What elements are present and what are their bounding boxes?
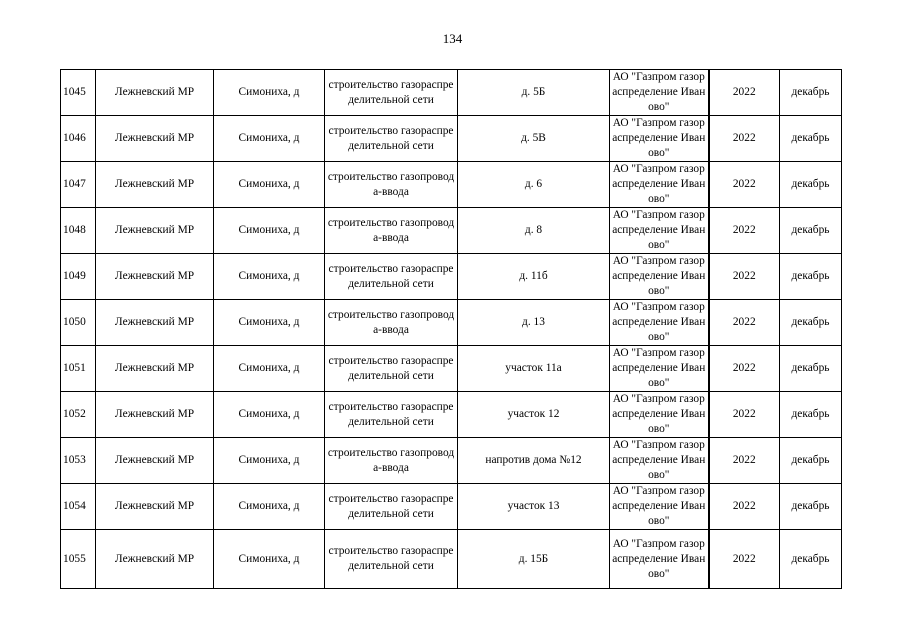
work-type-cell: строительство газораспределительной сети — [325, 484, 458, 530]
locality-cell: Симониха, д — [214, 208, 325, 254]
table-row — [61, 484, 842, 530]
locality-cell: Симониха, д — [214, 438, 325, 484]
table-row — [61, 70, 842, 116]
address-cell: д. 5Б — [458, 70, 610, 116]
year-cell: 2022 — [709, 70, 780, 116]
row-number: 1051 — [61, 346, 96, 392]
year-cell: 2022 — [709, 116, 780, 162]
district-cell: Лежневский МР — [96, 162, 214, 208]
table-row — [61, 438, 842, 484]
district-cell: Лежневский МР — [96, 300, 214, 346]
work-type-cell: строительство газораспределительной сети — [325, 346, 458, 392]
work-type-cell: строительство газораспределительной сети — [325, 254, 458, 300]
work-type-cell: строительство газопровода-ввода — [325, 162, 458, 208]
month-cell: декабрь — [780, 300, 842, 346]
table-row — [61, 346, 842, 392]
locality-cell: Симониха, д — [214, 484, 325, 530]
year-cell: 2022 — [709, 346, 780, 392]
year-cell: 2022 — [709, 254, 780, 300]
table-row — [61, 208, 842, 254]
month-cell: декабрь — [780, 116, 842, 162]
locality-cell: Симониха, д — [214, 300, 325, 346]
owner-cell: АО "Газпром газораспределение Иваново" — [610, 484, 709, 530]
table-row — [61, 116, 842, 162]
year-cell: 2022 — [709, 392, 780, 438]
month-cell: декабрь — [780, 254, 842, 300]
owner-cell: АО "Газпром газораспределение Иваново" — [610, 392, 709, 438]
month-cell: декабрь — [780, 70, 842, 116]
owner-cell: АО "Газпром газораспределение Иваново" — [610, 162, 709, 208]
month-cell: декабрь — [780, 346, 842, 392]
row-number: 1054 — [61, 484, 96, 530]
locality-cell: Симониха, д — [214, 346, 325, 392]
locality-cell: Симониха, д — [214, 116, 325, 162]
row-number: 1049 — [61, 254, 96, 300]
address-cell: участок 13 — [458, 484, 610, 530]
month-cell: декабрь — [780, 484, 842, 530]
owner-cell: АО "Газпром газораспределение Иваново" — [610, 254, 709, 300]
district-cell: Лежневский МР — [96, 70, 214, 116]
month-cell: декабрь — [780, 208, 842, 254]
locality-cell: Симониха, д — [214, 530, 325, 589]
row-number: 1055 — [61, 530, 96, 589]
year-cell: 2022 — [709, 300, 780, 346]
row-number: 1047 — [61, 162, 96, 208]
row-number: 1052 — [61, 392, 96, 438]
district-cell: Лежневский МР — [96, 208, 214, 254]
address-cell: напротив дома №12 — [458, 438, 610, 484]
table-row — [61, 392, 842, 438]
district-cell: Лежневский МР — [96, 116, 214, 162]
owner-cell: АО "Газпром газораспределение Иваново" — [610, 70, 709, 116]
locality-cell: Симониха, д — [214, 162, 325, 208]
address-cell: д. 6 — [458, 162, 610, 208]
table-row — [61, 254, 842, 300]
row-number: 1046 — [61, 116, 96, 162]
work-type-cell: строительство газопровода-ввода — [325, 438, 458, 484]
table-body — [61, 70, 842, 589]
owner-cell: АО "Газпром газораспределение Иваново" — [610, 208, 709, 254]
year-cell: 2022 — [709, 484, 780, 530]
address-cell: д. 13 — [458, 300, 610, 346]
address-cell: участок 12 — [458, 392, 610, 438]
owner-cell: АО "Газпром газораспределение Иваново" — [610, 530, 709, 589]
district-cell: Лежневский МР — [96, 392, 214, 438]
owner-cell: АО "Газпром газораспределение Иваново" — [610, 346, 709, 392]
address-cell: д. 15Б — [458, 530, 610, 589]
page-number: 134 — [442, 31, 463, 46]
work-type-cell: строительство газораспределительной сети — [325, 530, 458, 589]
year-cell: 2022 — [709, 438, 780, 484]
work-type-cell: строительство газораспределительной сети — [325, 70, 458, 116]
table-row — [61, 300, 842, 346]
owner-cell: АО "Газпром газораспределение Иваново" — [610, 116, 709, 162]
work-type-cell: строительство газораспределительной сети — [325, 392, 458, 438]
work-type-cell: строительство газопровода-ввода — [325, 208, 458, 254]
locality-cell: Симониха, д — [214, 392, 325, 438]
owner-cell: АО "Газпром газораспределение Иваново" — [610, 300, 709, 346]
row-number: 1045 — [61, 70, 96, 116]
district-cell: Лежневский МР — [96, 438, 214, 484]
address-cell: д. 11б — [458, 254, 610, 300]
month-cell: декабрь — [780, 392, 842, 438]
address-cell: участок 11а — [458, 346, 610, 392]
locality-cell: Симониха, д — [214, 70, 325, 116]
month-cell: декабрь — [780, 438, 842, 484]
district-cell: Лежневский МР — [96, 530, 214, 589]
year-cell: 2022 — [709, 530, 780, 589]
locality-cell: Симониха, д — [214, 254, 325, 300]
year-cell: 2022 — [709, 162, 780, 208]
owner-cell: АО "Газпром газораспределение Иваново" — [610, 438, 709, 484]
district-cell: Лежневский МР — [96, 254, 214, 300]
row-number: 1053 — [61, 438, 96, 484]
address-cell: д. 8 — [458, 208, 610, 254]
table-row — [61, 162, 842, 208]
work-type-cell: строительство газораспределительной сети — [325, 116, 458, 162]
table-row — [61, 530, 842, 589]
year-cell: 2022 — [709, 208, 780, 254]
district-cell: Лежневский МР — [96, 484, 214, 530]
address-cell: д. 5В — [458, 116, 610, 162]
gas-works-table — [60, 69, 842, 589]
month-cell: декабрь — [780, 530, 842, 589]
row-number: 1048 — [61, 208, 96, 254]
work-type-cell: строительство газопровода-ввода — [325, 300, 458, 346]
district-cell: Лежневский МР — [96, 346, 214, 392]
month-cell: декабрь — [780, 162, 842, 208]
row-number: 1050 — [61, 300, 96, 346]
